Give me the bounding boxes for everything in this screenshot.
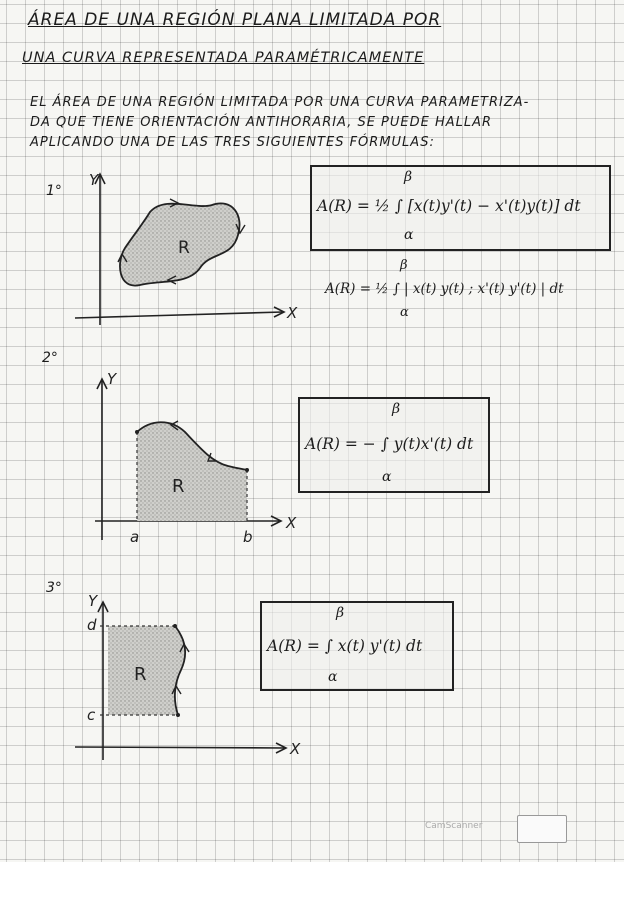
page-title-line-2: UNA CURVA REPRESENTADA PARAMÉTRICAMENTE [22,50,425,66]
formula-2: A(R) = − ∫ y(t)x'(t) dt [305,435,474,453]
graph-3-region [108,626,185,715]
intro-line-3: APLICANDO UNA DE LAS TRES SIGUIENTES FÓRMULAS: [30,135,435,150]
case-3-number: 3° [46,580,62,596]
page-margin-bottom [0,862,624,918]
formula-box-2 [298,397,490,493]
graph-3-x-axis [75,747,285,748]
graph-2-y-label: Y [107,370,117,388]
graph-3-c-label: c [87,706,96,724]
graph-2 [95,370,297,546]
formula-2-upper-limit: β [392,401,401,417]
graph-2-x-label: X [286,514,297,532]
formula-3-upper-limit: β [336,605,345,621]
formula-1-main: A(R) = ½ ∫ [x(t)y'(t) − x'(t)y(t)] dt [317,197,581,215]
intro-line-1: EL ÁREA DE UNA REGIÓN LIMITADA POR UNA CURVA PARAMETRIZA- [30,95,530,110]
case-2-number: 2° [42,350,58,366]
graph-3-d-label: d [87,616,97,634]
intro-line-2: DA QUE TIENE ORIENTACIÓN ANTIHORARIA, SE PUEDE HALLAR [30,115,493,130]
graph-1-region-label: R [178,238,190,258]
page-title-line-1: ÁREA DE UNA REGIÓN PLANA LIMITADA POR [28,10,442,30]
formula-2-lower-limit: α [382,469,392,485]
page-number-box [517,815,567,843]
formula-3-lower-limit: α [328,669,338,685]
graph-3-region-label: R [134,664,147,685]
graph-2-region [137,422,247,521]
formula-1-alternative: A(R) = ½ ∫ | x(t) y(t) ; x'(t) y'(t) | dt [325,281,564,297]
graph-1-x-axis [75,312,283,318]
graph-1 [75,171,298,325]
graph-2-region-label: R [172,476,185,497]
scanner-watermark: CamScanner [425,821,483,831]
formula-box-1 [310,165,611,251]
formula-box-3 [260,601,454,691]
formula-1-alt-upper-limit: β [400,258,408,273]
formula-1-alt-lower-limit: α [400,305,409,320]
graph-3-x-label: X [290,740,301,758]
formula-1-upper-limit: β [404,169,413,185]
formula-3: A(R) = ∫ x(t) y'(t) dt [267,637,423,655]
graph-2-a-label: a [130,528,140,546]
graph-2-b-label: b [243,528,253,546]
case-1-number: 1° [46,183,62,199]
graph-1-x-label: X [287,304,298,322]
graph-3-y-label: Y [88,592,98,610]
graph-1-y-label: Y [89,171,99,189]
formula-1-lower-limit: α [404,227,414,243]
